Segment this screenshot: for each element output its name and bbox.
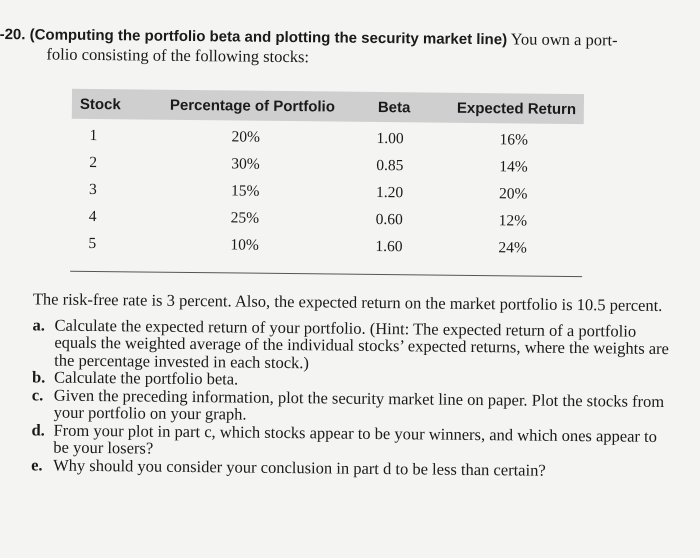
problem-lead-in: You own a port- — [510, 29, 618, 50]
cell-expected-return: 24% — [498, 239, 527, 257]
item-text: Given the preceding information, plot the security market line on paper. Plot the stocks from your portfolio on your graph. — [53, 385, 665, 424]
cell-percentage: 25% — [230, 209, 260, 227]
cell-percentage: 30% — [231, 155, 260, 173]
cell-percentage: 20% — [231, 128, 261, 146]
item-text: From your plot in part c, which stocks appear to be your winners, and which ones appear to be your losers? — [53, 420, 658, 458]
problem-title: (Computing the portfolio beta and plotting the security market line) — [29, 26, 508, 49]
item-label: d. — [31, 419, 45, 439]
problem-number: -20. — [0, 25, 26, 44]
cell-percentage: 10% — [230, 236, 259, 254]
cell-beta: 1.60 — [375, 237, 403, 256]
item-label: a. — [32, 314, 46, 334]
cell-expected-return: 20% — [498, 185, 528, 203]
item-label: b. — [31, 367, 46, 387]
cell-expected-return: 12% — [498, 212, 528, 230]
cell-percentage: 15% — [230, 182, 260, 200]
header-beta: Beta — [377, 98, 411, 117]
header-stock: Stock — [79, 95, 121, 114]
header-percentage: Percentage of Portfolio — [169, 96, 336, 116]
cell-beta: 1.00 — [376, 129, 404, 148]
problem-lead-in-cont: folio consisting of the following stocks: — [46, 44, 310, 67]
item-text: Calculate the portfolio beta. — [53, 367, 239, 389]
cell-stock: 5 — [88, 234, 97, 253]
item-text: Why should you consider your conclusion in part d to be less than certain? — [53, 455, 546, 480]
cell-expected-return: 16% — [499, 131, 529, 149]
cell-stock: 4 — [88, 207, 97, 226]
cell-stock: 2 — [89, 153, 98, 172]
header-expected-return: Expected Return — [456, 99, 577, 119]
cell-expected-return: 14% — [499, 158, 528, 176]
cell-beta: 0.60 — [375, 210, 403, 229]
item-label: c. — [31, 384, 44, 404]
problem-header — [0, 24, 690, 70]
problem-body — [31, 290, 673, 480]
list-item — [32, 316, 673, 375]
intro-paragraph: The risk-free rate is 3 percent. Also, the expected return on the market portfolio is 10.5 percent. — [32, 289, 663, 315]
cell-beta: 1.20 — [375, 183, 404, 202]
item-label: e. — [31, 454, 43, 474]
item-text: Calculate the expected return of your portfolio. (Hint: The expected return of a portfolio equals the weighted average of the individual stocks’ expected returns, where the weights are the percentage invested in each stock.) — [54, 315, 670, 372]
portfolio-table — [70, 89, 584, 274]
cell-stock: 1 — [89, 126, 98, 145]
cell-beta: 0.85 — [376, 156, 404, 175]
cell-stock: 3 — [88, 180, 97, 199]
